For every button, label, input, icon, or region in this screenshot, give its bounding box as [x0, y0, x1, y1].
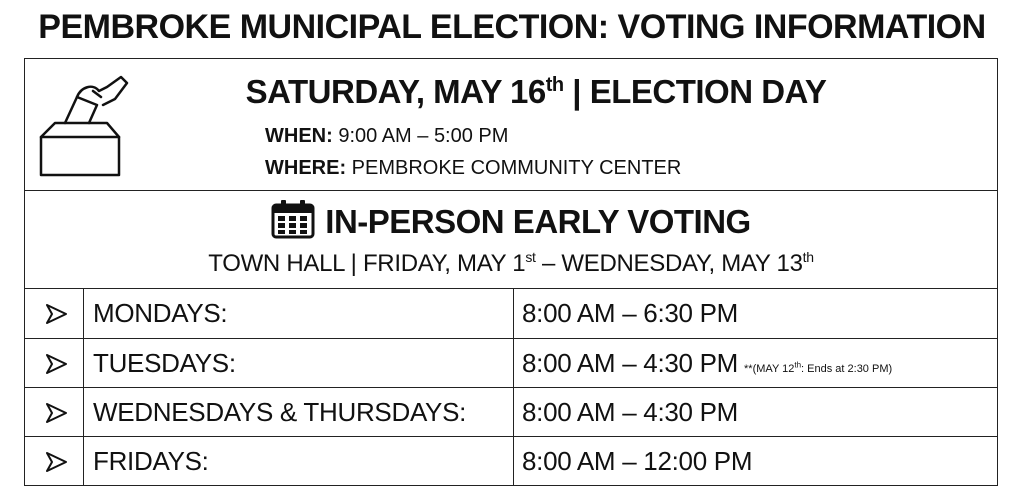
election-day-section	[25, 59, 997, 191]
calendar-icon	[271, 199, 315, 239]
schedule-hours: 8:00 AM – 4:30 PM **(MAY 12th: Ends at 2:30 PM)	[513, 339, 999, 387]
election-day-when: WHEN: 9:00 AM – 5:00 PM	[265, 125, 509, 147]
early-voting-subtitle: TOWN HALL | FRIDAY, MAY 1st – WEDNESDAY, MAY 13th	[208, 249, 814, 277]
arrowhead-bullet-icon	[45, 304, 67, 324]
schedule-hours: 8:00 AM – 12:00 PM	[513, 437, 999, 485]
arrowhead-bullet-icon	[45, 403, 67, 423]
page-title: PEMBROKE MUNICIPAL ELECTION: VOTING INFORMATION	[38, 8, 986, 46]
early-voting-section	[25, 191, 997, 289]
ballot-box-icon	[37, 69, 129, 179]
election-day-title: SATURDAY, MAY 16th | ELECTION DAY	[245, 73, 827, 110]
schedule-row	[25, 338, 997, 387]
voting-info-table	[24, 58, 998, 486]
schedule-hours: 8:00 AM – 6:30 PM	[513, 289, 999, 338]
schedule-row	[25, 289, 997, 338]
schedule-note: **(MAY 12th: Ends at 2:30 PM)	[744, 360, 893, 375]
arrowhead-bullet-icon	[45, 354, 67, 374]
schedule-day: WEDNESDAYS & THURSDAYS:	[93, 397, 467, 427]
schedule-hours: 8:00 AM – 4:30 PM	[513, 388, 999, 436]
early-voting-title: IN-PERSON EARLY VOTING	[25, 199, 997, 241]
election-day-where: WHERE: PEMBROKE COMMUNITY CENTER	[265, 157, 682, 179]
schedule-day: MONDAYS:	[93, 298, 228, 328]
schedule-row	[25, 436, 997, 485]
schedule-day: FRIDAYS:	[93, 446, 209, 476]
schedule-row	[25, 387, 997, 436]
schedule-day: TUESDAYS:	[93, 348, 236, 378]
arrowhead-bullet-icon	[45, 452, 67, 472]
